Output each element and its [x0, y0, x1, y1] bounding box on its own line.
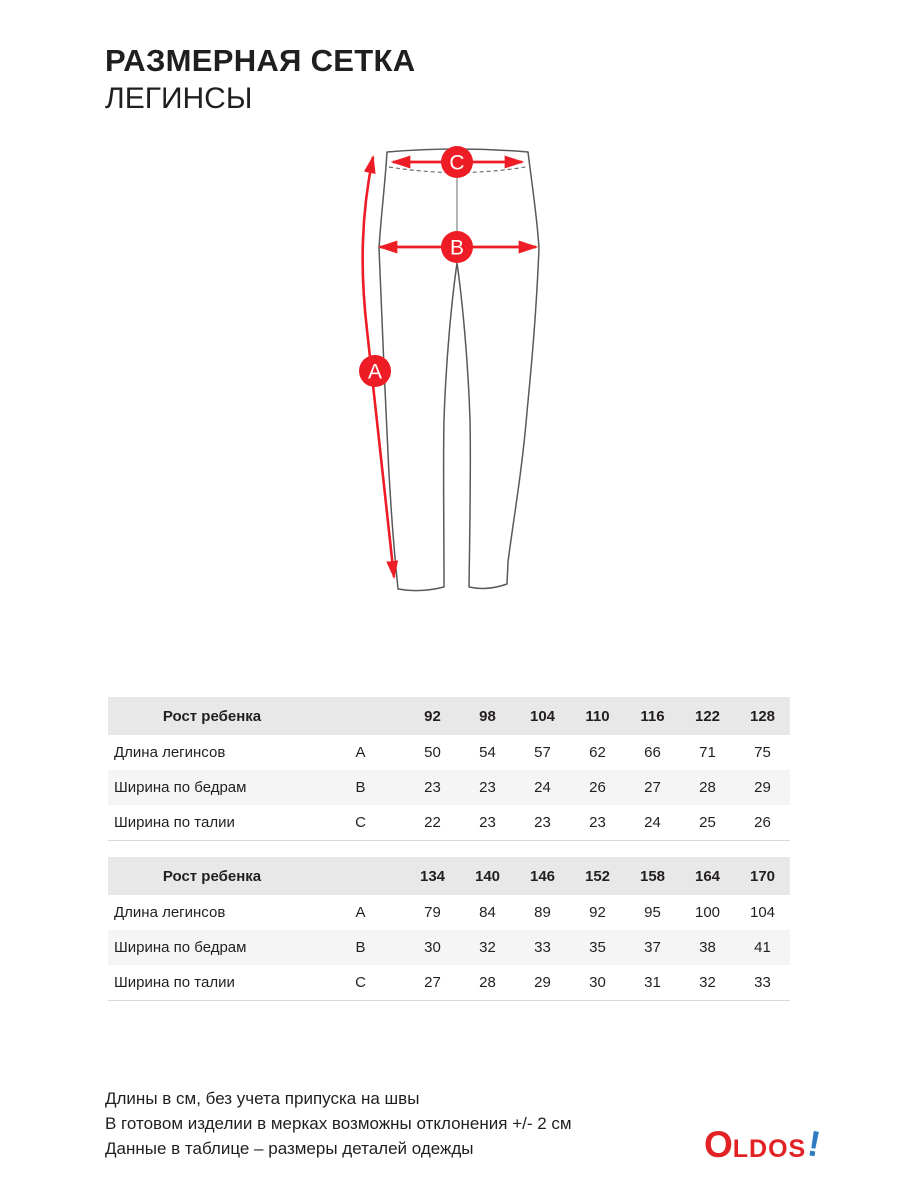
measure-badge-b-label: B: [449, 236, 465, 260]
logo-letter-o: O: [704, 1124, 733, 1165]
footer-note: В готовом изделии в мерках возможны отклонения +/- 2 см: [105, 1114, 572, 1133]
page-title-main: РАЗМЕРНАЯ СЕТКА: [105, 43, 416, 78]
cell: 71: [699, 744, 716, 761]
cell: 41: [754, 939, 771, 956]
row-letter: C: [355, 813, 366, 831]
table-row: [108, 805, 790, 840]
size-col: 122: [680, 697, 735, 735]
size-col: 140: [460, 857, 515, 895]
row-letter: A: [355, 904, 366, 921]
cell: 29: [754, 779, 771, 796]
row-label: Длина легинсов: [114, 744, 226, 761]
size-col: 152: [570, 857, 625, 895]
logo-letters-ldos: LDOS: [732, 1135, 807, 1163]
row-label: Ширина по бедрам: [114, 939, 247, 956]
footer-notes: [105, 1086, 572, 1161]
cell: 38: [699, 939, 716, 956]
header-letter-spacer: [316, 697, 405, 735]
cell: 22: [424, 813, 441, 831]
measure-badge-a: [359, 355, 391, 387]
measure-badge-b: [441, 231, 473, 263]
cell: 79: [424, 904, 441, 921]
cell: 32: [699, 973, 716, 991]
table-row: [108, 735, 790, 770]
row-label: Ширина по бедрам: [114, 779, 247, 796]
table-row: [108, 895, 790, 930]
size-table-small: [108, 697, 790, 841]
header-label: Рост ребенка: [108, 697, 316, 735]
cell: 84: [479, 904, 496, 921]
cell: 100: [694, 904, 721, 921]
cell: 27: [644, 779, 661, 796]
cell: 57: [534, 744, 551, 761]
leggings-outline: [379, 149, 539, 591]
measure-badge-c: [441, 146, 473, 178]
footer-note: Длины в см, без учета припуска на швы: [105, 1089, 420, 1108]
measure-badge-a-label: A: [367, 360, 383, 384]
cell: 104: [749, 904, 776, 921]
row-label: Длина легинсов: [114, 904, 226, 921]
cell: 35: [589, 939, 606, 956]
size-col: 110: [570, 697, 625, 735]
cell: 23: [479, 779, 496, 796]
header-letter-spacer: [316, 857, 405, 895]
size-table-large: [108, 857, 790, 1001]
header-label: Рост ребенка: [108, 857, 316, 895]
size-col: 158: [625, 857, 680, 895]
size-col: 134: [405, 857, 460, 895]
row-letter: B: [355, 779, 366, 796]
page-title: [105, 42, 415, 117]
cell: 95: [644, 904, 661, 921]
table-header-row: [108, 697, 790, 735]
size-col: 164: [680, 857, 735, 895]
leggings-diagram-svg: [330, 120, 630, 620]
cell: 23: [424, 779, 441, 796]
oldos-logo: [704, 1122, 824, 1166]
cell: 28: [699, 779, 716, 796]
cell: 24: [644, 813, 661, 831]
cell: 50: [424, 744, 441, 761]
size-col: 104: [515, 697, 570, 735]
row-letter: A: [355, 744, 366, 761]
measure-badge-c-label: C: [449, 151, 465, 175]
cell: 30: [424, 939, 441, 956]
cell: 66: [644, 744, 661, 761]
cell: 75: [754, 744, 771, 761]
row-label: Ширина по талии: [114, 813, 235, 831]
row-letter: C: [355, 973, 366, 991]
cell: 62: [589, 744, 606, 761]
cell: 30: [589, 973, 606, 991]
table-row: [108, 965, 790, 1000]
cell: 25: [699, 813, 716, 831]
cell: 27: [424, 973, 441, 991]
cell: 33: [754, 973, 771, 991]
cell: 23: [479, 813, 496, 831]
cell: 33: [534, 939, 551, 956]
size-col: 170: [735, 857, 790, 895]
table-row: [108, 770, 790, 805]
cell: 23: [534, 813, 551, 831]
cell: 26: [589, 779, 606, 796]
size-col: 116: [625, 697, 680, 735]
size-col: 92: [405, 697, 460, 735]
cell: 23: [589, 813, 606, 831]
size-col: 146: [515, 857, 570, 895]
cell: 54: [479, 744, 496, 761]
table-header-row: [108, 857, 790, 895]
cell: 92: [589, 904, 606, 921]
cell: 28: [479, 973, 496, 991]
cell: 32: [479, 939, 496, 956]
logo-exclamation: !: [805, 1122, 824, 1165]
cell: 26: [754, 813, 771, 831]
row-label: Ширина по талии: [114, 973, 235, 991]
cell: 37: [644, 939, 661, 956]
table-row: [108, 930, 790, 965]
cell: 89: [534, 904, 551, 921]
cell: 24: [534, 779, 551, 796]
footer-note: Данные в таблице – размеры деталей одежды: [105, 1139, 474, 1158]
size-col: 98: [460, 697, 515, 735]
leggings-measurement-diagram: [330, 120, 630, 620]
cell: 31: [644, 973, 661, 991]
row-letter: B: [355, 939, 366, 956]
page-title-sub: ЛЕГИНСЫ: [105, 82, 253, 115]
cell: 29: [534, 973, 551, 991]
size-col: 128: [735, 697, 790, 735]
